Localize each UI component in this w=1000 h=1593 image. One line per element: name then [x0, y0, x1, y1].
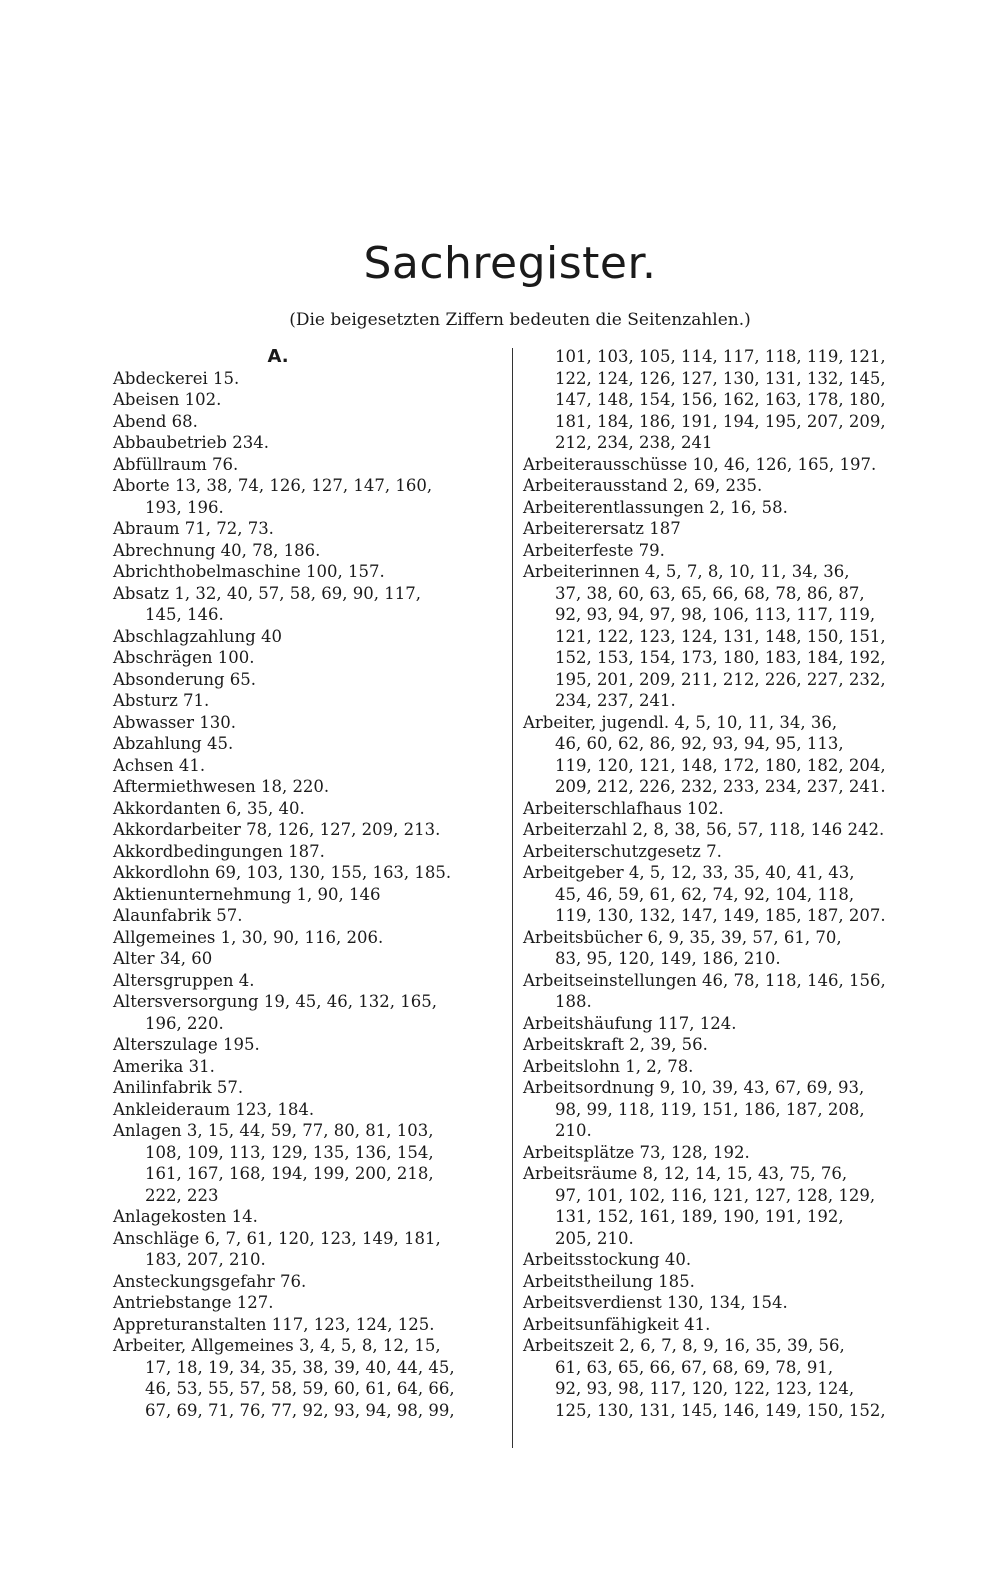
index-entry: Abschrägen 100. — [113, 648, 255, 667]
index-entry: Absatz 1, 32, 40, 57, 58, 69, 90, 117, — [113, 583, 421, 603]
index-entry: Antriebstange 127. — [113, 1293, 274, 1312]
index-entry: Alterszulage 195. — [113, 1035, 260, 1054]
index-entry: Arbeitsstockung 40. — [523, 1250, 692, 1269]
letter-heading: A. — [267, 346, 289, 367]
index-entry: Anilinfabrik 57. — [113, 1078, 244, 1097]
index-entry: Arbeiter, jugendl. 4, 5, 10, 11, 34, 36, — [523, 712, 838, 732]
index-entry: Allgemeines 1, 30, 90, 116, 206. — [113, 927, 384, 947]
index-entry: Abend 68. — [113, 411, 198, 431]
index-entry-continuation: 17, 18, 19, 34, 35, 38, 39, 40, 44, 45, — [145, 1357, 455, 1377]
index-entry: Aktienunternehmung 1, 90, 146 — [113, 884, 381, 904]
index-entry: Amerika 31. — [113, 1056, 215, 1076]
index-entry-continuation: 147, 148, 154, 156, 162, 163, 178, 180, — [555, 390, 886, 409]
index-entry: Arbeitsräume 8, 12, 14, 15, 43, 75, 76, — [523, 1164, 848, 1183]
index-entry-continuation: 210. — [555, 1121, 592, 1140]
index-entry-continuation: 61, 63, 65, 66, 67, 68, 69, 78, 91, — [555, 1357, 834, 1377]
index-entry-continuation: 67, 69, 71, 76, 77, 92, 93, 94, 98, 99, — [145, 1400, 455, 1420]
index-entry-continuation: 45, 46, 59, 61, 62, 74, 92, 104, 118, — [555, 884, 855, 904]
index-entry-continuation: 212, 234, 238, 241 — [555, 433, 713, 452]
index-entry-continuation: 119, 130, 132, 147, 149, 185, 187, 207. — [555, 906, 886, 925]
index-entry: Anlagen 3, 15, 44, 59, 77, 80, 81, 103, — [113, 1121, 434, 1140]
index-entry: Appreturanstalten 117, 123, 124, 125. — [113, 1314, 435, 1334]
index-entry-continuation: 119, 120, 121, 148, 172, 180, 182, 204, — [555, 755, 886, 775]
index-entry: Abwasser 130. — [113, 712, 237, 732]
index-entry: Arbeiterzahl 2, 8, 38, 56, 57, 118, 146 242. — [523, 820, 885, 839]
index-entry: Akkordlohn 69, 103, 130, 155, 163, 185. — [113, 863, 452, 882]
index-entry: Arbeiterausstand 2, 69, 235. — [523, 476, 763, 495]
index-entry: Arbeiterfeste 79. — [523, 540, 665, 560]
index-entry-continuation: 92, 93, 98, 117, 120, 122, 123, 124, — [555, 1379, 855, 1398]
index-entry: Akkordarbeiter 78, 126, 127, 209, 213. — [113, 820, 441, 839]
index-entry: Arbeitshäufung 117, 124. — [523, 1013, 737, 1033]
page-title: Sachregister. — [363, 238, 657, 289]
index-entry-continuation: 98, 99, 118, 119, 151, 186, 187, 208, — [555, 1099, 865, 1119]
index-entry: Abraum 71, 72, 73. — [113, 519, 274, 538]
index-entry: Akkordbedingungen 187. — [113, 841, 325, 861]
index-entry: Arbeitsverdienst 130, 134, 154. — [523, 1293, 788, 1312]
index-entry: Arbeitsbücher 6, 9, 35, 39, 57, 61, 70, — [523, 927, 842, 947]
index-entry: Arbeitsplätze 73, 128, 192. — [523, 1142, 750, 1162]
index-entry-continuation: 46, 60, 62, 86, 92, 93, 94, 95, 113, — [555, 734, 844, 753]
index-entry: Arbeitsunfähigkeit 41. — [523, 1314, 711, 1334]
index-entry-continuation: 83, 95, 120, 149, 186, 210. — [555, 949, 781, 968]
index-entry: Ansteckungsgefahr 76. — [113, 1271, 307, 1291]
index-entry: Abbaubetrieb 234. — [113, 433, 269, 452]
index-entry: Altersversorgung 19, 45, 46, 132, 165, — [113, 992, 438, 1011]
index-entry: Arbeiterersatz 187 — [523, 519, 681, 538]
page-subtitle: (Die beigesetzten Ziffern bedeuten die Seitenzahlen.) — [289, 310, 751, 330]
index-entry-continuation: 161, 167, 168, 194, 199, 200, 218, — [145, 1164, 434, 1183]
index-entry-continuation: 97, 101, 102, 116, 121, 127, 128, 129, — [555, 1185, 876, 1205]
index-entry: Abeisen 102. — [113, 390, 222, 409]
index-entry: Abzahlung 45. — [113, 734, 234, 753]
index-entry: Abrichthobelmaschine 100, 157. — [113, 562, 385, 581]
index-entry-continuation: 108, 109, 113, 129, 135, 136, 154, — [145, 1142, 434, 1162]
index-entry-continuation: 121, 122, 123, 124, 131, 148, 150, 151, — [555, 626, 886, 646]
index-entry: Absonderung 65. — [113, 669, 257, 689]
index-entry: Achsen 41. — [113, 755, 206, 775]
index-entry: Absturz 71. — [113, 691, 210, 710]
index-entry: Arbeitgeber 4, 5, 12, 33, 35, 40, 41, 43, — [523, 863, 855, 882]
index-entry: Arbeiterinnen 4, 5, 7, 8, 10, 11, 34, 36, — [523, 562, 850, 581]
index-entry: Arbeitszeit 2, 6, 7, 8, 9, 16, 35, 39, 56, — [523, 1336, 845, 1355]
index-entry-continuation: 183, 207, 210. — [145, 1250, 266, 1269]
index-entry: Abschlagzahlung 40 — [113, 626, 282, 646]
index-entry: Akkordanten 6, 35, 40. — [113, 798, 305, 818]
index-entry: Arbeitsordnung 9, 10, 39, 43, 67, 69, 93, — [523, 1078, 865, 1097]
index-entry: Abdeckerei 15. — [113, 368, 240, 388]
index-column-left — [113, 346, 513, 1421]
index-entry-continuation: 152, 153, 154, 173, 180, 183, 184, 192, — [555, 648, 886, 667]
index-entry-continuation: 37, 38, 60, 63, 65, 66, 68, 78, 86, 87, — [555, 583, 865, 603]
index-entry-continuation: 209, 212, 226, 232, 233, 234, 237, 241. — [555, 777, 886, 796]
index-column-right — [523, 346, 933, 1421]
index-entry: Arbeiter, Allgemeines 3, 4, 5, 8, 12, 15, — [113, 1336, 441, 1355]
index-entry: Aftermiethwesen 18, 220. — [113, 777, 330, 796]
index-entry: Abfüllraum 76. — [113, 454, 239, 474]
index-entry-continuation: 222, 223 — [145, 1185, 219, 1205]
index-entry: Arbeiterausschüsse 10, 46, 126, 165, 197. — [523, 454, 877, 474]
index-entry: Anschläge 6, 7, 61, 120, 123, 149, 181, — [113, 1228, 441, 1248]
index-entry-continuation: 193, 196. — [145, 497, 224, 517]
index-entry-continuation: 101, 103, 105, 114, 117, 118, 119, 121, — [555, 347, 886, 366]
index-entry: Aborte 13, 38, 74, 126, 127, 147, 160, — [113, 476, 433, 495]
index-entry-continuation: 46, 53, 55, 57, 58, 59, 60, 61, 64, 66, — [145, 1379, 455, 1398]
index-entry: Alaunfabrik 57. — [113, 906, 243, 925]
index-entry-continuation: 131, 152, 161, 189, 190, 191, 192, — [555, 1207, 844, 1226]
index-entry-continuation: 234, 237, 241. — [555, 691, 676, 710]
index-entry: Arbeitslohn 1, 2, 78. — [523, 1056, 694, 1076]
index-entry: Anlagekosten 14. — [113, 1207, 258, 1226]
index-entry: Arbeitseinstellungen 46, 78, 118, 146, 156, — [523, 970, 886, 990]
index-entry: Ankleideraum 123, 184. — [113, 1099, 315, 1119]
index-entry: Arbeiterschutzgesetz 7. — [523, 841, 722, 861]
index-entry-continuation: 181, 184, 186, 191, 194, 195, 207, 209, — [555, 411, 886, 431]
index-entry-continuation: 205, 210. — [555, 1228, 634, 1248]
index-entry: Arbeiterentlassungen 2, 16, 58. — [523, 497, 788, 517]
index-entry: Altersgruppen 4. — [113, 970, 255, 990]
index-entry-continuation: 196, 220. — [145, 1013, 224, 1033]
index-entry-continuation: 122, 124, 126, 127, 130, 131, 132, 145, — [555, 368, 886, 388]
index-entry-continuation: 145, 146. — [145, 605, 224, 624]
index-entry-continuation: 125, 130, 131, 145, 146, 149, 150, 152, — [555, 1400, 886, 1420]
index-entry-continuation: 188. — [555, 992, 592, 1011]
index-entry: Arbeiterschlafhaus 102. — [523, 798, 724, 818]
index-entry: Arbeitskraft 2, 39, 56. — [523, 1035, 708, 1054]
index-entry: Abrechnung 40, 78, 186. — [113, 540, 321, 560]
index-entry-continuation: 195, 201, 209, 211, 212, 226, 227, 232, — [555, 669, 886, 689]
index-entry-continuation: 92, 93, 94, 97, 98, 106, 113, 117, 119, — [555, 605, 876, 624]
index-entry: Arbeitstheilung 185. — [523, 1271, 695, 1291]
index-entry: Alter 34, 60 — [113, 949, 213, 968]
